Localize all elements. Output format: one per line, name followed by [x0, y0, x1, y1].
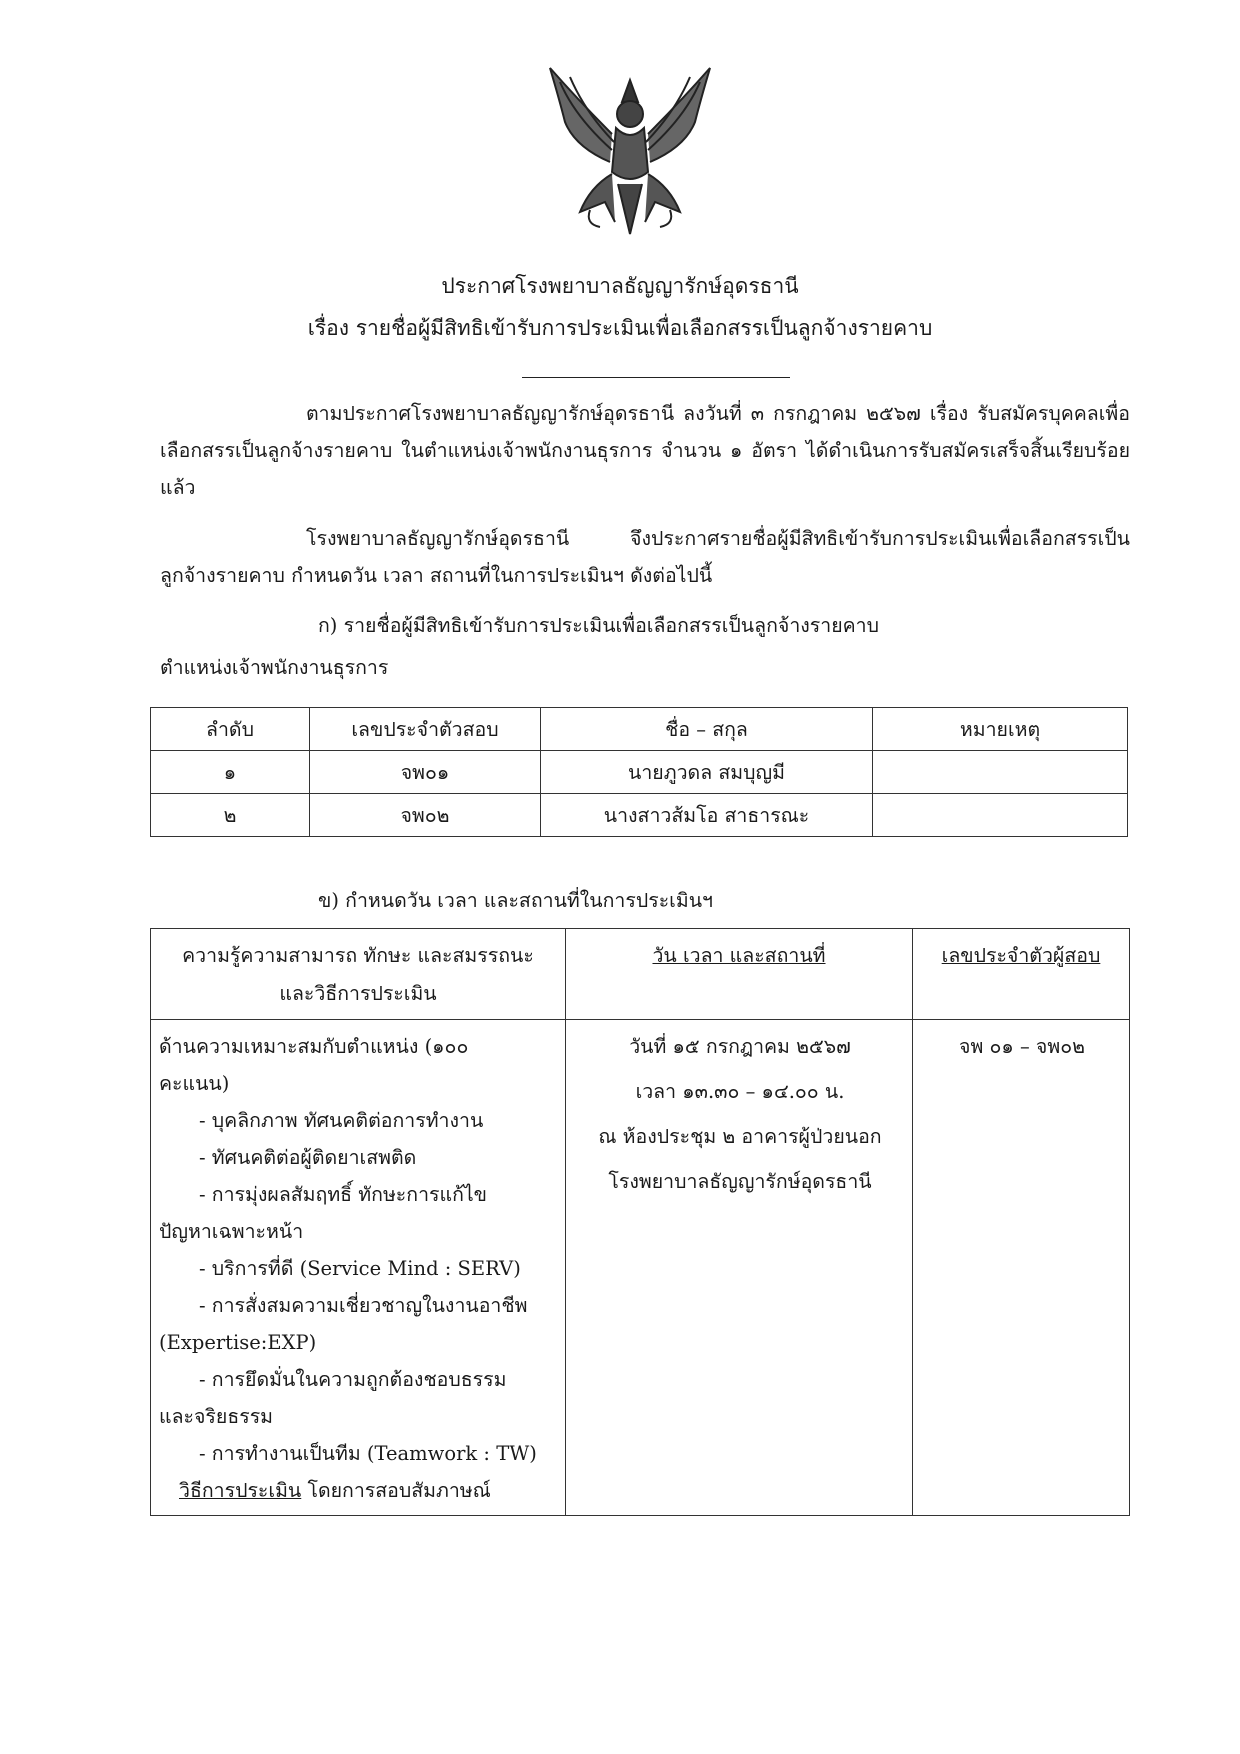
criteria-item: - ทัศนคติต่อผู้ติดยาเสพติด [199, 1146, 417, 1169]
schedule-cell [566, 1020, 913, 1516]
table-header-row [151, 708, 1128, 751]
examinee-ids-cell: จพ ๐๑ – จพ๐๒ [913, 1020, 1130, 1516]
table-row [151, 751, 1128, 794]
schedule-place: ณ ห้องประชุม ๒ อาคารผู้ป่วยนอก [598, 1125, 882, 1148]
section-a-position: ตำแหน่งเจ้าพนักงานธุรการ [160, 656, 389, 679]
cell-exam-id: จพ๐๒ [310, 794, 541, 837]
col-header-no: ลำดับ [151, 708, 310, 751]
assessment-method [159, 1472, 559, 1509]
announcement-subject: เรื่อง รายชื่อผู้มีสิทธิเข้ารับการประเมินเพื่อเลือกสรรเป็นลูกจ้างรายคาบ [307, 316, 933, 340]
paragraph-1: ตามประกาศโรงพยาบาลธัญญารักษ์อุดรธานี ลงวันที่ ๓ กรกฎาคม ๒๕๖๗ เรื่อง รับสมัครบุคคลเพื่อเลือกสรรเป็นลูกจ้างรายคาบ ในตำแหน่งเจ้าพนักงานธุรการ จำนวน ๑ อัตรา ได้ดำเนินการรับสมัครเสร็จสิ้นเรียบร้อยแล้ว [160, 402, 1130, 499]
garuda-emblem-icon [530, 62, 730, 237]
criteria-item: - บุคลิกภาพ ทัศนคติต่อการทำงาน [199, 1109, 484, 1132]
cell-no: ๒ [151, 794, 310, 837]
col-header-note: หมายเหตุ [873, 708, 1128, 751]
title-divider [522, 377, 790, 378]
schedule-org: โรงพยาบาลธัญญารักษ์อุดรธานี [608, 1170, 872, 1193]
criteria-cell: ด้านความเหมาะสมกับตำแหน่ง (๑๐๐ คะแนน) - บุคลิกภาพ ทัศนคติต่อการทำงาน - ทัศนคติต่อผู้ติดยาเสพติด - การมุ่งผลสัมฤทธิ์ ทักษะการแก้ไข ปัญหาเฉพาะหน้า - บริการที่ดี (Service Mind : SERV) - การสั่งสมความเชี่ยวชาญในงานอาชีพ (Expertise:EXP) - การยึดมั่นในความถูกต้องชอบธรรม และจริยธรรม - การทำงานเป็นทีม (Teamwork : TW) วิธีการประเมิน โดยการสอบสัมภาษณ์ [151, 1020, 566, 1516]
assessment-schedule-table [150, 928, 1130, 1516]
cell-name: นางสาวส้มโอ สาธารณะ [541, 794, 873, 837]
criteria-item: - การทำงานเป็นทีม (Teamwork : TW) [199, 1442, 537, 1465]
cell-no: ๑ [151, 751, 310, 794]
criteria-item: - การสั่งสมความเชี่ยวชาญในงานอาชีพ [199, 1294, 528, 1317]
criteria-item: - บริการที่ดี (Service Mind : SERV) [199, 1257, 521, 1280]
method-text: โดยการสอบสัมภาษณ์ [301, 1479, 491, 1502]
criteria-item: - การยึดมั่นในความถูกต้องชอบธรรม [199, 1368, 507, 1391]
criteria-item: - การมุ่งผลสัมฤทธิ์ ทักษะการแก้ไข [199, 1183, 488, 1206]
cell-note [873, 751, 1128, 794]
method-label: วิธีการประเมิน [179, 1479, 302, 1502]
eligible-candidates-table [150, 707, 1128, 837]
col-header-name: ชื่อ – สกุล [541, 708, 873, 751]
schedule-date: วันที่ ๑๕ กรกฎาคม ๒๕๖๗ [629, 1035, 851, 1058]
col-header-schedule: วัน เวลา และสถานที่ [566, 929, 913, 1020]
announcement-title: ประกาศโรงพยาบาลธัญญารักษ์อุดรธานี [441, 274, 799, 298]
table-header-row [151, 929, 1130, 1020]
criteria-title: ด้านความเหมาะสมกับตำแหน่ง (๑๐๐ [159, 1035, 469, 1058]
col-header-criteria: ความรู้ความสามารถ ทักษะ และสมรรถนะ และวิธีการประเมิน [151, 929, 566, 1020]
section-b-heading: ข) กำหนดวัน เวลา และสถานที่ในการประเมินฯ [318, 889, 713, 912]
col-header-exam-id: เลขประจำตัวสอบ [310, 708, 541, 751]
col-header-examinee-ids: เลขประจำตัวผู้สอบ [913, 929, 1130, 1020]
schedule-time: เวลา ๑๓.๓๐ – ๑๔.๐๐ น. [635, 1080, 845, 1103]
cell-exam-id: จพ๐๑ [310, 751, 541, 794]
table-row [151, 794, 1128, 837]
cell-name: นายภูวดล สมบุญมี [541, 751, 873, 794]
paragraph-2: โรงพยาบาลธัญญารักษ์อุดรธานี จึงประกาศรายชื่อผู้มีสิทธิเข้ารับการประเมินเพื่อเลือกสรรเป็นลูกจ้างรายคาบ กำหนดวัน เวลา สถานที่ในการประเมินฯ ดังต่อไปนี้ [160, 527, 1130, 587]
cell-note [873, 794, 1128, 837]
section-a-heading: ก) รายชื่อผู้มีสิทธิเข้ารับการประเมินเพื่อเลือกสรรเป็นลูกจ้างรายคาบ [318, 614, 880, 637]
table-row [151, 1020, 1130, 1516]
